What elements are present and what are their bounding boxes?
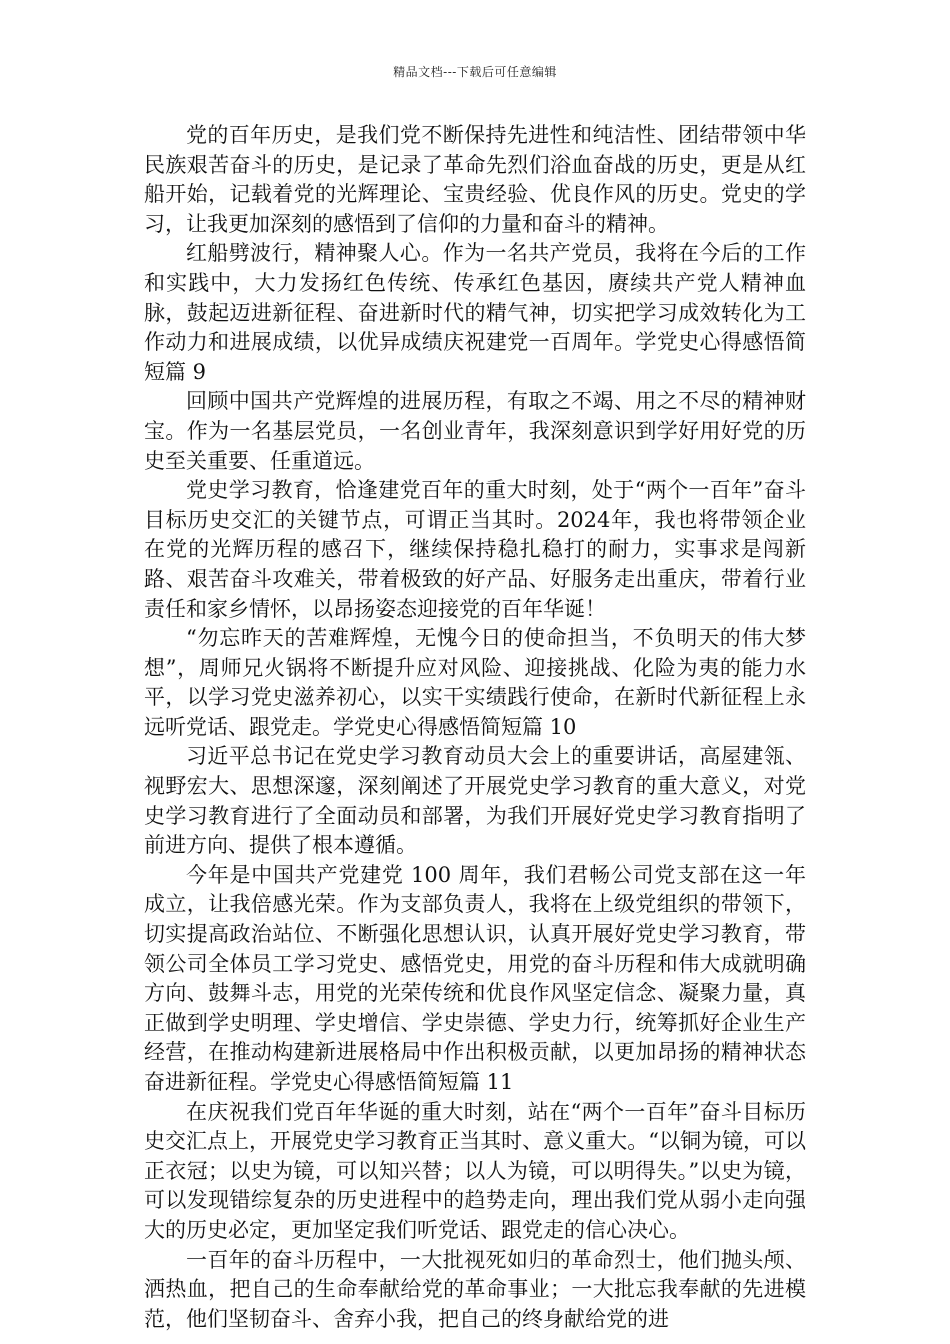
- paragraph: 党的百年历史，是我们党不断保持先进性和纯洁性、团结带领中华民族艰苦奋斗的历史，是记录了革命先烈们浴血奋战的历史，更是从红船开始，记载着党的光辉理论、宝贵经验、优良作风的历史。党史的学习，让我更加深刻的感悟到了信仰的力量和奋斗的精神。: [144, 123, 806, 236]
- document-body: [144, 121, 806, 1334]
- paragraph: 党史学习教育，恰逢建党百年的重大时刻，处于“两个一百年”奋斗目标历史交汇的关键节点，可谓正当其时。2024年，我也将带领企业在党的光辉历程的感召下，继续保持稳扎稳打的耐力，实事求是闯新路、艰苦奋斗攻难关，带着极致的好产品、好服务走出重庆，带着行业责任和家乡情怀，以昂扬姿态迎接党的百年华诞！: [144, 478, 806, 621]
- page-header: 精品文档---下载后可任意编辑: [393, 65, 557, 79]
- paragraph: 红船劈波行，精神聚人心。作为一名共产党员，我将在今后的工作和实践中，大力发扬红色传统、传承红色基因，赓续共产党人精神血脉，鼓起迈进新征程、奋进新时代的精气神，切实把学习成效转化为工作动力和进展成绩，以优异成绩庆祝建党一百周年。学党史心得感悟简短篇 9: [144, 241, 806, 384]
- paragraph: 回顾中国共产党辉煌的进展历程，有取之不竭、用之不尽的精神财宝。作为一名基层党员，一名创业青年，我深刻意识到学好用好党的历史至关重要、任重道远。: [144, 389, 806, 473]
- paragraph: 今年是中国共产党建党 100 周年，我们君畅公司党支部在这一年成立，让我倍感光荣。作为支部负责人，我将在上级党组织的带领下，切实提高政治站位、不断强化思想认识，认真开展好党史学习教育，带领公司全体员工学习党史、感悟党史，用党的奋斗历程和伟大成就明确方向、鼓舞斗志，用党的光荣传统和优良作风坚定信念、凝聚力量，真正做到学史明理、学史增信、学史崇德、学史力行，统筹抓好企业生产经营，在推动构建新进展格局中作出积极贡献，以更加昂扬的精神状态奋进新征程。学党史心得感悟简短篇 11: [144, 862, 806, 1094]
- paragraph: 一百年的奋斗历程中，一大批视死如归的革命烈士，他们抛头颅、洒热血，把自己的生命奉献给党的革命事业；一大批忘我奉献的先进模范，他们坚韧奋斗、舍弃小我，把自己的终身献给党的进: [144, 1247, 806, 1331]
- paragraph: 习近平总书记在党史学习教育动员大会上的重要讲话，高屋建瓴、视野宏大、思想深邃，深刻阐述了开展党史学习教育的重大意义，对党史学习教育进行了全面动员和部署，为我们开展好党史学习教育指明了前进方向、提供了根本遵循。: [144, 744, 806, 858]
- paragraph: “勿忘昨天的苦难辉煌，无愧今日的使命担当，不负明天的伟大梦想”，周师兄火锅将不断提升应对风险、迎接挑战、化险为夷的能力水平，以学习党史滋养初心，以实干实绩践行使命，在新时代新征程上永远听党话、跟党走。学党史心得感悟简短篇 10: [144, 626, 806, 739]
- paragraph: 在庆祝我们党百年华诞的重大时刻，站在“两个一百年”奋斗目标历史交汇点上，开展党史学习教育正当其时、意义重大。“以铜为镜，可以正衣冠；以史为镜，可以知兴替；以人为镜，可以明得失。”以史为镜，可以发现错综复杂的历史进程中的趋势走向，理出我们党从弱小走向强大的历史必定，更加坚定我们听党话、跟党走的信心决心。: [144, 1099, 806, 1242]
